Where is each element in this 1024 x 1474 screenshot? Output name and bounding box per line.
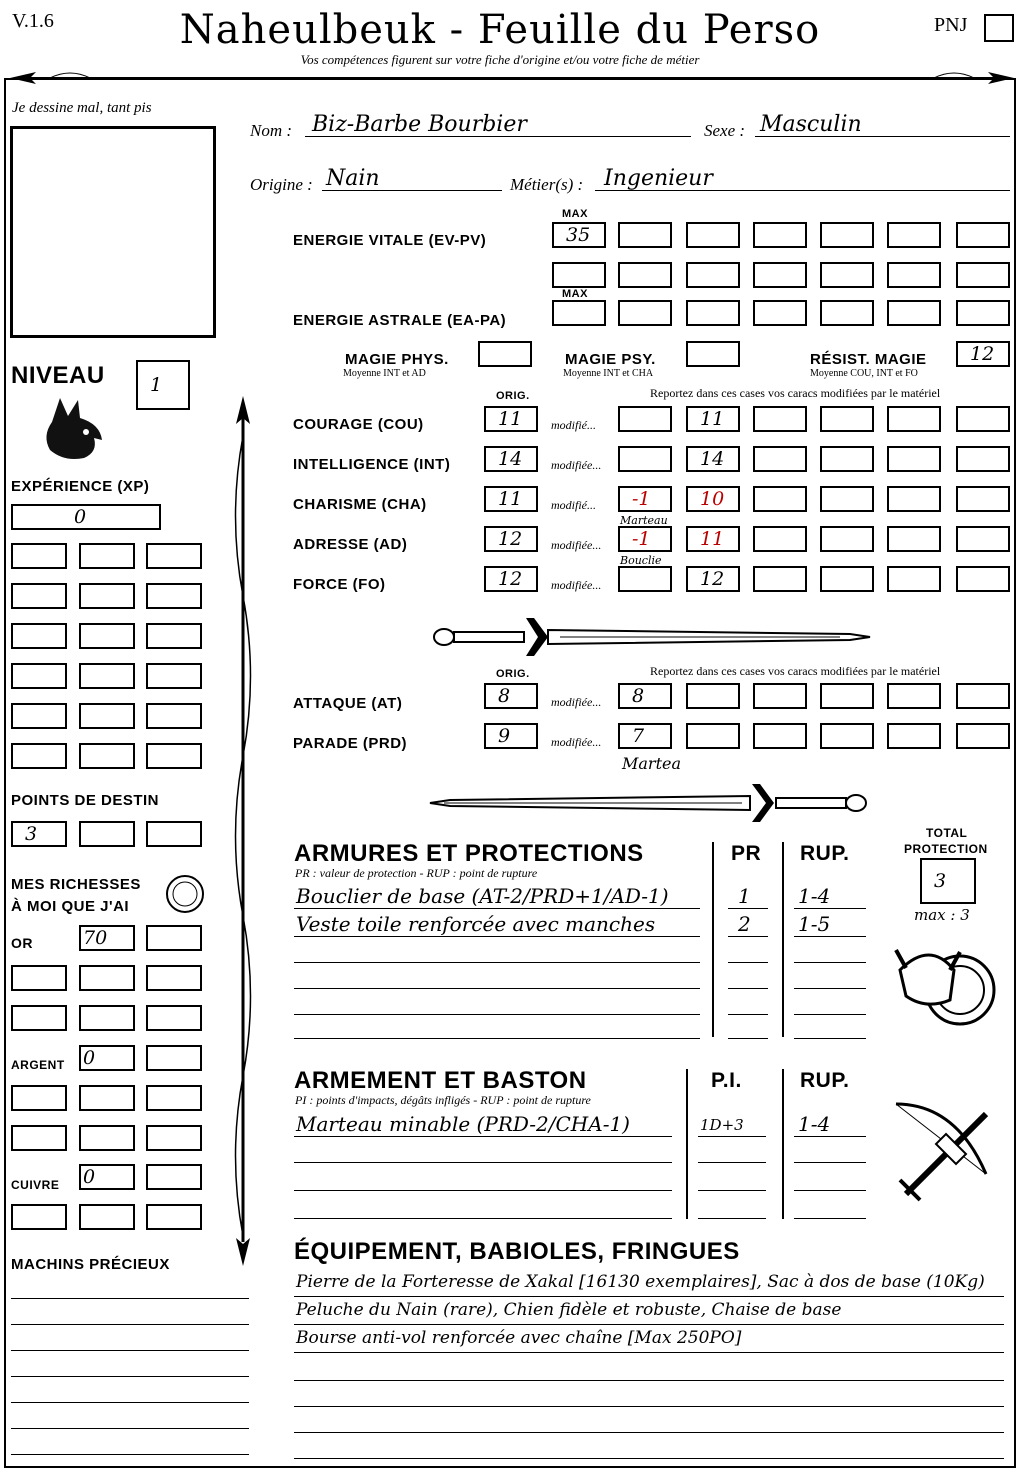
stat-mod-note: Marteau bbox=[620, 514, 668, 527]
stat-extra-box[interactable] bbox=[956, 486, 1010, 512]
stat-mod2-value: 10 bbox=[700, 488, 725, 510]
sheet-subtitle: Vos compétences figurent sur votre fiche d'origine et/ou votre fiche de métier bbox=[300, 52, 700, 67]
argent-value: 0 bbox=[83, 1047, 96, 1069]
arme-pi-line bbox=[698, 1162, 766, 1163]
combat-orig-value: 9 bbox=[498, 725, 511, 747]
ev-box[interactable] bbox=[686, 222, 740, 248]
armure-rup-line bbox=[794, 988, 866, 989]
xp-box[interactable] bbox=[146, 583, 202, 609]
arme-rup-line bbox=[794, 1162, 866, 1163]
combat-extra-box[interactable] bbox=[956, 683, 1010, 709]
equip-line bbox=[294, 1352, 1004, 1353]
nom-field[interactable]: Biz-Barbe Bourbier bbox=[312, 112, 527, 137]
argent-box[interactable] bbox=[146, 1125, 202, 1151]
stat-mod1-value: -1 bbox=[632, 488, 651, 510]
armure-pr-line bbox=[728, 908, 768, 909]
armure-name[interactable]: Bouclier de base (AT-2/PRD+1/AD-1) bbox=[296, 884, 669, 908]
stat-label: COURAGE (COU) bbox=[293, 416, 424, 433]
stat-extra-box[interactable] bbox=[956, 526, 1010, 552]
total-protection-label-2: PROTECTION bbox=[904, 842, 988, 856]
arme-pi-line bbox=[698, 1218, 766, 1219]
xp-box[interactable] bbox=[79, 583, 135, 609]
version-label: V.1.6 bbox=[12, 10, 54, 32]
cuivre-value: 0 bbox=[83, 1166, 96, 1188]
combat-modif-label: modifiée... bbox=[551, 695, 602, 709]
xp-box[interactable] bbox=[79, 743, 135, 769]
ev-box[interactable] bbox=[956, 222, 1010, 248]
ev-box[interactable] bbox=[956, 262, 1010, 288]
sword-icon bbox=[430, 612, 870, 662]
ea-max-label: MAX bbox=[562, 288, 588, 300]
or-box[interactable] bbox=[79, 965, 135, 991]
ev-box[interactable] bbox=[820, 262, 874, 288]
stat-extra-box[interactable] bbox=[956, 406, 1010, 432]
xp-box[interactable] bbox=[11, 663, 67, 689]
equip-line bbox=[294, 1324, 1004, 1325]
stat-extra-box[interactable] bbox=[820, 446, 874, 472]
ea-box[interactable] bbox=[753, 300, 807, 326]
sword-icon-lower bbox=[430, 778, 870, 828]
armure-line bbox=[294, 908, 700, 909]
stat-extra-box[interactable] bbox=[753, 446, 807, 472]
dragon-head-icon bbox=[40, 392, 106, 464]
stat-extra-box[interactable] bbox=[956, 446, 1010, 472]
combat-orig-value: 8 bbox=[498, 685, 511, 707]
armure-line bbox=[294, 962, 700, 963]
ev-box[interactable] bbox=[552, 262, 606, 288]
stat-orig-value: 14 bbox=[498, 448, 523, 470]
stat-mod1-box[interactable] bbox=[618, 406, 672, 432]
stat-mod-note: Bouclie bbox=[620, 554, 662, 567]
ev-label: ENERGIE VITALE (EV-PV) bbox=[293, 232, 487, 249]
armure-pr[interactable]: 1 bbox=[738, 884, 751, 908]
stats-orig-label: ORIG. bbox=[496, 390, 530, 402]
stat-label: FORCE (FO) bbox=[293, 576, 386, 593]
ev-box[interactable] bbox=[887, 222, 941, 248]
combat-extra-box[interactable] bbox=[820, 723, 874, 749]
or-box-2[interactable] bbox=[146, 925, 202, 951]
magie-phys-label: MAGIE PHYS. bbox=[345, 351, 449, 368]
niveau-value: 1 bbox=[150, 374, 163, 396]
armement-divider-2 bbox=[782, 1069, 784, 1219]
armement-note: PI : points d'impacts, dégâts infligés - RUP : point de rupture bbox=[295, 1093, 591, 1107]
destin-box-2[interactable] bbox=[79, 821, 135, 847]
combat-orig-label: ORIG. bbox=[496, 668, 530, 680]
ea-box[interactable] bbox=[618, 300, 672, 326]
equipement-label: ÉQUIPEMENT, BABIOLES, FRINGUES bbox=[294, 1238, 740, 1265]
armure-rup-line bbox=[794, 1014, 866, 1015]
combat-label: PARADE (PRD) bbox=[293, 735, 408, 752]
xp-box[interactable] bbox=[146, 703, 202, 729]
armement-label: ARMEMENT ET BASTON bbox=[294, 1067, 587, 1094]
xp-box[interactable] bbox=[146, 663, 202, 689]
arme-pi-line bbox=[698, 1190, 766, 1191]
stat-mod1-box[interactable] bbox=[618, 566, 672, 592]
nom-label: Nom : bbox=[250, 121, 293, 140]
armure-rup-line bbox=[794, 936, 866, 937]
combat-extra-box[interactable] bbox=[753, 723, 807, 749]
ev-box[interactable] bbox=[820, 222, 874, 248]
resist-magie-note: Moyenne COU, INT et FO bbox=[810, 368, 918, 379]
magie-psy-label: MAGIE PSY. bbox=[565, 351, 656, 368]
arme-rup-line bbox=[794, 1218, 866, 1219]
xp-box[interactable] bbox=[79, 703, 135, 729]
stat-modif-label: modifiée... bbox=[551, 538, 602, 552]
arme-rup-line bbox=[794, 1190, 866, 1191]
stat-label: ADRESSE (AD) bbox=[293, 536, 408, 553]
machins-line bbox=[11, 1428, 249, 1429]
armure-pr[interactable]: 2 bbox=[738, 912, 751, 936]
machins-line bbox=[11, 1324, 249, 1325]
armures-note: PR : valeur de protection - RUP : point de rupture bbox=[295, 866, 538, 880]
argent-box[interactable] bbox=[79, 1085, 135, 1111]
magie-phys-note: Moyenne INT et AD bbox=[343, 368, 426, 379]
ev-box[interactable] bbox=[753, 222, 807, 248]
resist-magie-value: 12 bbox=[970, 343, 995, 365]
ea-max-box[interactable] bbox=[552, 300, 606, 326]
pnj-label: PNJ bbox=[934, 14, 968, 36]
combat-extra-box[interactable] bbox=[820, 683, 874, 709]
arme-name[interactable]: Marteau minable (PRD-2/CHA-1) bbox=[296, 1112, 630, 1136]
stat-extra-box[interactable] bbox=[887, 526, 941, 552]
equip-line bbox=[294, 1432, 1004, 1433]
armures-divider-1 bbox=[712, 842, 714, 1037]
or-box[interactable] bbox=[146, 1005, 202, 1031]
arme-pi-line bbox=[698, 1136, 766, 1137]
xp-box[interactable] bbox=[79, 663, 135, 689]
armure-pr-line bbox=[728, 1014, 768, 1015]
armure-name[interactable]: Veste toile renforcée avec manches bbox=[296, 912, 656, 936]
argent-label: ARGENT bbox=[11, 1058, 65, 1072]
xp-box[interactable] bbox=[79, 543, 135, 569]
stat-extra-box[interactable] bbox=[753, 486, 807, 512]
armement-rup-header: RUP. bbox=[800, 1069, 850, 1092]
combat-extra-box[interactable] bbox=[686, 723, 740, 749]
xp-box[interactable] bbox=[11, 543, 67, 569]
armure-pr-line bbox=[728, 962, 768, 963]
ev-box[interactable] bbox=[887, 262, 941, 288]
stat-orig-value: 11 bbox=[498, 408, 523, 430]
crossed-weapons-icon bbox=[886, 1094, 1006, 1214]
combat-modif-label: modifiée... bbox=[551, 735, 602, 749]
armures-rup-header: RUP. bbox=[800, 842, 850, 865]
equip-line bbox=[294, 1296, 1004, 1297]
stat-extra-box[interactable] bbox=[820, 566, 874, 592]
stat-mod2-value: 14 bbox=[700, 448, 725, 470]
stat-mod2-value: 11 bbox=[700, 408, 725, 430]
armures-divider-2 bbox=[782, 842, 784, 1037]
machins-line bbox=[11, 1402, 249, 1403]
ev-box[interactable] bbox=[753, 262, 807, 288]
argent-box[interactable] bbox=[11, 1085, 67, 1111]
xp-box[interactable] bbox=[79, 623, 135, 649]
arme-rup-line bbox=[794, 1136, 866, 1137]
pnj-checkbox[interactable] bbox=[984, 14, 1014, 42]
combat-extra-box[interactable] bbox=[753, 683, 807, 709]
armure-line bbox=[294, 936, 700, 937]
metier-label: Métier(s) : bbox=[510, 175, 584, 194]
stats-report-note: Reportez dans ces cases vos caracs modifiées par le matériel bbox=[650, 386, 941, 400]
stat-modif-label: modifiée... bbox=[551, 578, 602, 592]
ev-box[interactable] bbox=[686, 262, 740, 288]
argent-box[interactable] bbox=[146, 1085, 202, 1111]
equip-line bbox=[294, 1380, 1004, 1381]
stat-label: CHARISME (CHA) bbox=[293, 496, 427, 513]
total-protection-value: 3 bbox=[934, 870, 947, 892]
or-box[interactable] bbox=[11, 965, 67, 991]
arme-line bbox=[294, 1190, 672, 1191]
xp-box[interactable] bbox=[11, 743, 67, 769]
ea-box[interactable] bbox=[887, 300, 941, 326]
stat-extra-box[interactable] bbox=[887, 446, 941, 472]
stat-mod2-value: 11 bbox=[700, 528, 725, 550]
armement-divider-1 bbox=[686, 1069, 688, 1219]
portrait-box[interactable] bbox=[10, 126, 216, 338]
stat-extra-box[interactable] bbox=[887, 486, 941, 512]
arme-rup[interactable]: 1-4 bbox=[798, 1112, 831, 1136]
armure-pr-line bbox=[728, 988, 768, 989]
cuivre-box[interactable] bbox=[79, 1204, 135, 1230]
ea-label: ENERGIE ASTRALE (EA-PA) bbox=[293, 312, 507, 329]
argent-box[interactable] bbox=[79, 1125, 135, 1151]
combat-mod-value: 7 bbox=[632, 725, 645, 747]
stat-extra-box[interactable] bbox=[820, 526, 874, 552]
xp-box[interactable] bbox=[146, 743, 202, 769]
stat-mod2-value: 12 bbox=[700, 568, 725, 590]
ea-box[interactable] bbox=[820, 300, 874, 326]
machins-line bbox=[11, 1350, 249, 1351]
total-protection-max: max : 3 bbox=[914, 906, 970, 924]
niveau-label: NIVEAU bbox=[11, 362, 105, 389]
stat-extra-box[interactable] bbox=[887, 566, 941, 592]
armure-line bbox=[294, 988, 700, 989]
argent-box[interactable] bbox=[146, 1045, 202, 1071]
magie-phys-box[interactable] bbox=[478, 341, 532, 367]
or-label: OR bbox=[11, 935, 33, 951]
stat-orig-value: 12 bbox=[498, 568, 523, 590]
combat-mod-value: 8 bbox=[632, 685, 645, 707]
ev-max-value: 35 bbox=[566, 224, 591, 246]
stat-extra-box[interactable] bbox=[753, 526, 807, 552]
origine-label: Origine : bbox=[250, 175, 313, 194]
armure-rup-line bbox=[794, 1038, 866, 1039]
xp-box[interactable] bbox=[146, 623, 202, 649]
arme-line bbox=[294, 1218, 672, 1219]
argent-box[interactable] bbox=[11, 1125, 67, 1151]
or-box[interactable] bbox=[146, 965, 202, 991]
or-value: 70 bbox=[83, 927, 108, 949]
machins-line bbox=[11, 1298, 249, 1299]
armure-rup[interactable]: 1-5 bbox=[798, 912, 831, 936]
magie-psy-note: Moyenne INT et CHA bbox=[563, 368, 654, 379]
stat-mod1-box[interactable] bbox=[618, 446, 672, 472]
resist-magie-label: RÉSIST. MAGIE bbox=[810, 351, 927, 368]
cuivre-box[interactable] bbox=[146, 1164, 202, 1190]
xp-box[interactable] bbox=[11, 703, 67, 729]
stat-orig-value: 12 bbox=[498, 528, 523, 550]
portrait-caption: Je dessine mal, tant pis bbox=[12, 100, 152, 116]
stat-label: INTELLIGENCE (INT) bbox=[293, 456, 451, 473]
armures-label: ARMURES ET PROTECTIONS bbox=[294, 840, 644, 867]
armure-rup-line bbox=[794, 908, 866, 909]
cuivre-box[interactable] bbox=[146, 1204, 202, 1230]
combat-report-note: Reportez dans ces cases vos caracs modifiées par le matériel bbox=[650, 664, 941, 678]
ea-box[interactable] bbox=[956, 300, 1010, 326]
armure-line bbox=[294, 1038, 700, 1039]
equip-line bbox=[294, 1458, 1004, 1459]
ev-box[interactable] bbox=[618, 262, 672, 288]
richesses-label-1: MES RICHESSES bbox=[11, 876, 141, 893]
armure-rup-line bbox=[794, 962, 866, 963]
stat-extra-box[interactable] bbox=[887, 406, 941, 432]
stat-extra-box[interactable] bbox=[956, 566, 1010, 592]
arme-line bbox=[294, 1162, 672, 1163]
sexe-field[interactable]: Masculin bbox=[760, 112, 862, 137]
combat-extra-box[interactable] bbox=[887, 723, 941, 749]
arme-line bbox=[294, 1136, 672, 1137]
stat-extra-box[interactable] bbox=[753, 566, 807, 592]
stat-extra-box[interactable] bbox=[820, 486, 874, 512]
or-box[interactable] bbox=[79, 1005, 135, 1031]
equip-text[interactable]: Peluche du Nain (rare), Chien fidèle et robuste, Chaise de base bbox=[296, 1300, 842, 1320]
armure-pr-line bbox=[728, 936, 768, 937]
total-protection-label-1: TOTAL bbox=[926, 826, 968, 840]
combat-extra-box[interactable] bbox=[956, 723, 1010, 749]
armement-pi-header: P.I. bbox=[711, 1069, 742, 1092]
stat-modif-label: modifié... bbox=[551, 498, 596, 512]
or-box[interactable] bbox=[11, 1005, 67, 1031]
magie-psy-box[interactable] bbox=[686, 341, 740, 367]
equip-text[interactable]: Pierre de la Forteresse de Xakal [16130 exemplaires], Sac à dos de base (10Kg) bbox=[296, 1272, 985, 1292]
xp-box[interactable] bbox=[11, 623, 67, 649]
cuivre-label: CUIVRE bbox=[11, 1178, 60, 1192]
metier-field[interactable]: Ingenieur bbox=[604, 166, 713, 191]
vertical-spear-icon bbox=[228, 396, 258, 1266]
sexe-label: Sexe : bbox=[704, 121, 746, 140]
xp-box[interactable] bbox=[146, 543, 202, 569]
equip-text[interactable]: Bourse anti-vol renforcée avec chaîne [Max 250PO] bbox=[296, 1328, 742, 1348]
machins-label: MACHINS PRÉCIEUX bbox=[11, 1256, 170, 1273]
stat-orig-value: 11 bbox=[498, 488, 523, 510]
parade-note: Martea bbox=[622, 754, 682, 773]
combat-extra-box[interactable] bbox=[887, 683, 941, 709]
machins-line bbox=[11, 1376, 249, 1377]
xp-label: EXPÉRIENCE (XP) bbox=[11, 478, 150, 495]
destin-box-3[interactable] bbox=[146, 821, 202, 847]
armure-line bbox=[294, 1014, 700, 1015]
destin-value: 3 bbox=[25, 823, 38, 845]
xp-box[interactable] bbox=[11, 583, 67, 609]
combat-label: ATTAQUE (AT) bbox=[293, 695, 403, 712]
stat-extra-box[interactable] bbox=[820, 406, 874, 432]
helmet-shield-icon bbox=[890, 930, 1000, 1040]
armures-pr-header: PR bbox=[731, 842, 762, 865]
stat-extra-box[interactable] bbox=[753, 406, 807, 432]
destin-label: POINTS DE DESTIN bbox=[11, 792, 160, 809]
ea-box[interactable] bbox=[686, 300, 740, 326]
sheet-title: Naheulbeuk - Feuille du Perso bbox=[179, 7, 821, 53]
xp-value: 0 bbox=[74, 506, 87, 528]
armure-rup[interactable]: 1-4 bbox=[798, 884, 831, 908]
cuivre-box[interactable] bbox=[11, 1204, 67, 1230]
arme-pi[interactable]: 1D+3 bbox=[700, 1116, 744, 1134]
stat-mod1-value: -1 bbox=[632, 528, 651, 550]
stat-modif-label: modifiée... bbox=[551, 458, 602, 472]
ev-max-label: MAX bbox=[562, 208, 588, 220]
combat-extra-box[interactable] bbox=[686, 683, 740, 709]
origine-field[interactable]: Nain bbox=[326, 166, 380, 191]
richesses-label-2: À MOI QUE J'AI bbox=[11, 898, 130, 915]
machins-line bbox=[11, 1454, 249, 1455]
equip-line bbox=[294, 1406, 1004, 1407]
coin-icon bbox=[162, 874, 208, 914]
armure-pr-line bbox=[728, 1038, 768, 1039]
ev-box[interactable] bbox=[618, 222, 672, 248]
stat-modif-label: modifié... bbox=[551, 418, 596, 432]
